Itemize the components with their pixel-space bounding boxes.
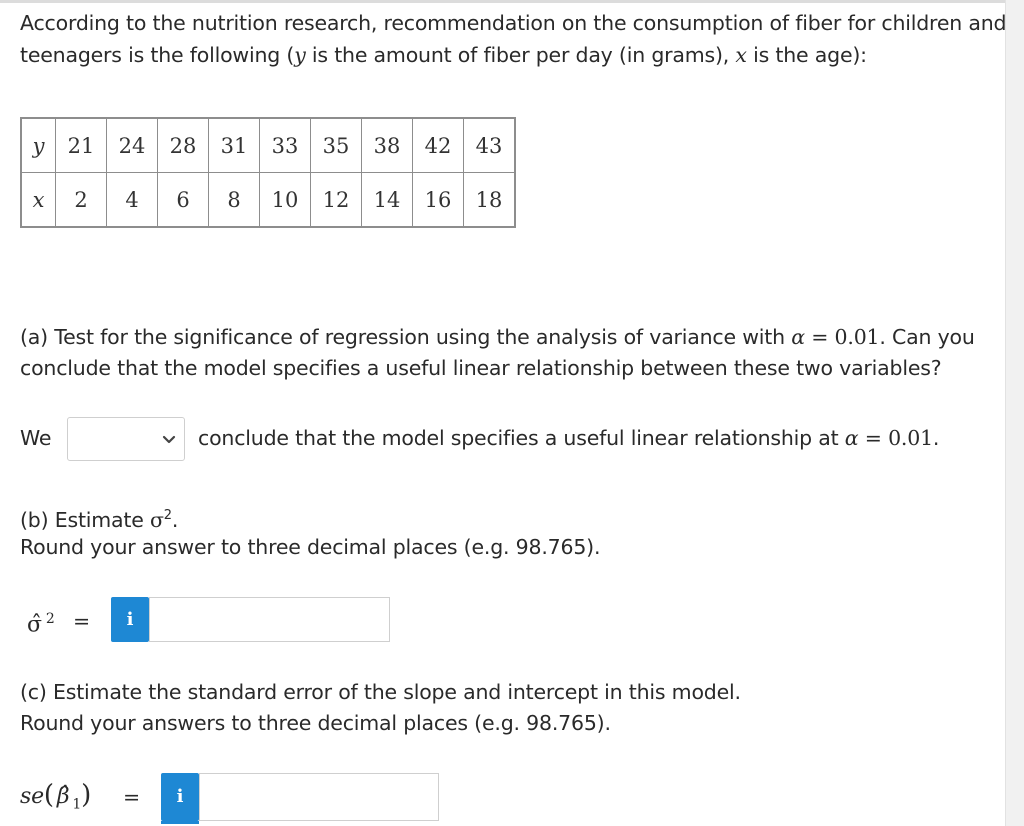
var-x: x (735, 43, 747, 67)
top-border (0, 0, 1006, 3)
superscript: 2 (45, 611, 55, 627)
subscript: 1 (72, 796, 82, 813)
part-c-text-2: Round your answers to three decimal places (e.g. 98.765). (20, 711, 611, 735)
chevron-down-icon (160, 429, 178, 449)
part-b-line-2 (20, 532, 600, 563)
table-cell: 6 (158, 173, 209, 228)
part-a-line-2 (20, 353, 941, 384)
table-cell: 28 (158, 118, 209, 173)
conclusion-select[interactable] (67, 417, 185, 461)
part-b-text-2: Round your answer to three decimal places (e.g. 98.765). (20, 535, 601, 559)
equals-sign: = (73, 609, 90, 633)
table-cell: 2 (56, 173, 107, 228)
superscript: 2 (163, 508, 172, 523)
scrollbar[interactable] (1005, 0, 1024, 826)
part-c-line-1 (20, 677, 741, 708)
se-beta1-label (20, 780, 91, 820)
equals-sign: = (858, 426, 889, 450)
row-label-y: y (21, 118, 56, 173)
table-cell: 33 (260, 118, 311, 173)
se-label: se (20, 784, 44, 809)
close-paren: ) (81, 780, 92, 810)
sigma-hat-symbol: σ̂ (27, 612, 42, 638)
table-cell: 43 (464, 118, 516, 173)
beta-hat-symbol: β̂ (56, 784, 70, 809)
part-c-text-1: (c) Estimate the standard error of the slope and intercept in this model. (20, 680, 741, 704)
table-row-x (21, 173, 515, 228)
part-b-line-1 (20, 500, 178, 536)
table-cell: 18 (464, 173, 516, 228)
period: . (932, 426, 940, 450)
table-cell: 16 (413, 173, 464, 228)
answer-suffix-line (198, 423, 939, 454)
row-label-x: x (21, 173, 56, 228)
se-beta1-input[interactable] (199, 773, 439, 821)
sigma-symbol: σ (150, 507, 164, 532)
sigma-hat-label (27, 604, 55, 640)
part-a-text-1b: . Can you (879, 325, 975, 349)
data-table (20, 117, 516, 228)
intro-line-1 (20, 8, 1006, 39)
equals-sign: = (123, 785, 140, 809)
intro-text-2c: is the age): (746, 43, 867, 67)
table-cell: 21 (56, 118, 107, 173)
table-cell: 12 (311, 173, 362, 228)
part-a-line-1 (20, 322, 975, 353)
intro-text-2a: teenagers is the following ( (20, 43, 295, 67)
answer-prefix: We (20, 426, 52, 450)
alpha-symbol: α (791, 325, 805, 349)
table-cell: 24 (107, 118, 158, 173)
info-icon[interactable]: i (161, 773, 199, 821)
part-b-text-1a: (b) Estimate (20, 507, 150, 532)
table-cell: 14 (362, 173, 413, 228)
var-y: y (294, 43, 306, 67)
alpha-value: 0.01 (834, 325, 880, 349)
table-cell: 42 (413, 118, 464, 173)
sigma-squared-input[interactable] (149, 597, 390, 642)
period: . (171, 507, 179, 532)
info-icon[interactable]: i (111, 597, 149, 642)
table-cell: 4 (107, 173, 158, 228)
part-a-text-1a: (a) Test for the significance of regression using the analysis of variance with (20, 325, 792, 349)
table-row-y (21, 118, 515, 173)
equals-sign: = (804, 325, 835, 349)
table-cell: 31 (209, 118, 260, 173)
table-cell: 38 (362, 118, 413, 173)
table-cell: 10 (260, 173, 311, 228)
table-cell: 8 (209, 173, 260, 228)
intro-line-2 (20, 40, 867, 71)
info-underline (161, 821, 199, 824)
intro-text-2b: is the amount of fiber per day (in grams), (305, 43, 736, 67)
part-a-text-2: conclude that the model specifies a useful linear relationship between these two variables? (20, 356, 942, 380)
alpha-symbol: α (844, 426, 859, 450)
table-cell: 35 (311, 118, 362, 173)
part-c-line-2 (20, 708, 611, 739)
answer-suffix-text: conclude that the model specifies a useful linear relationship at (198, 426, 845, 450)
intro-text-1: According to the nutrition research, recommendation on the consumption of fiber for children and (20, 11, 1007, 35)
open-paren: ( (43, 780, 54, 810)
alpha-value: 0.01 (888, 426, 933, 450)
